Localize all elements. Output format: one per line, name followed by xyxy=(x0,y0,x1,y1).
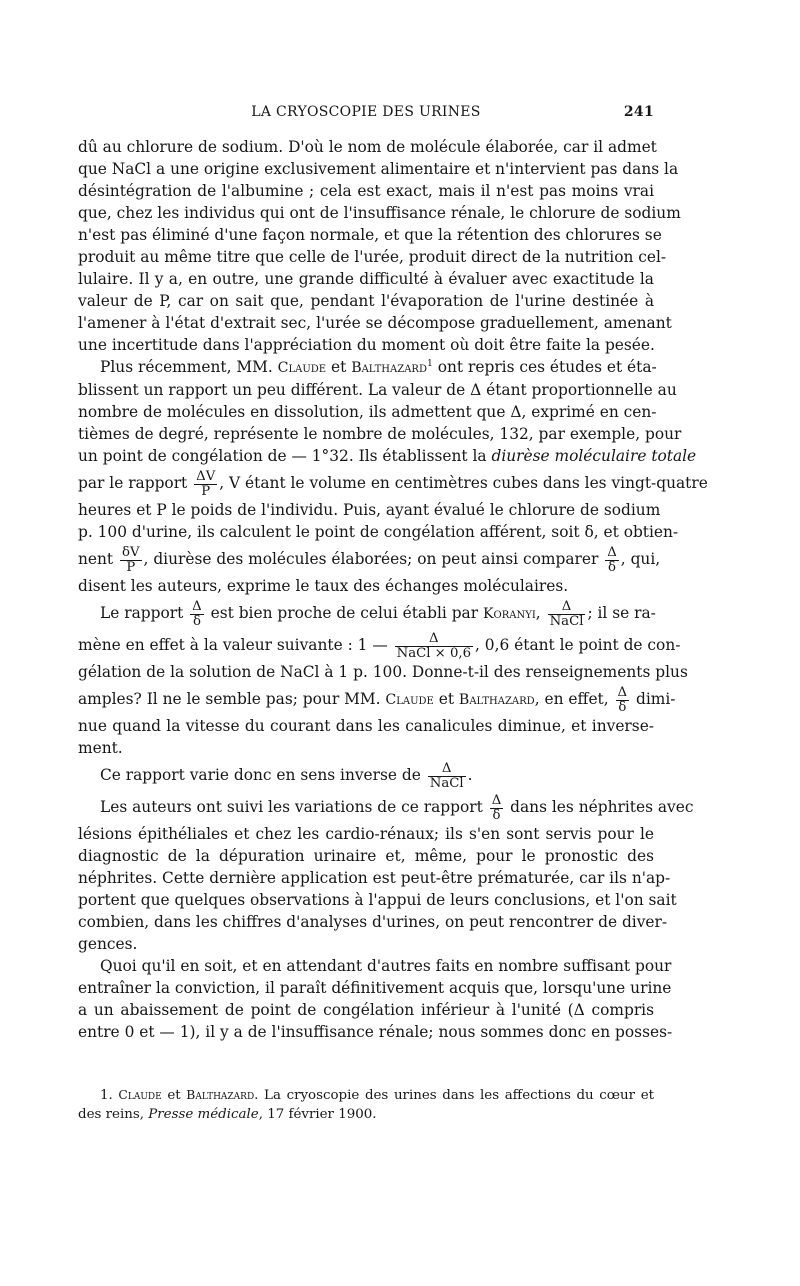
fraction xyxy=(428,762,466,791)
text-line: disent les auteurs, exprime le taux des échanges moléculaires. xyxy=(78,577,569,595)
numerator: Δ xyxy=(428,762,466,777)
text-line: dû au chlorure de sodium. D'où le nom de molécule élaborée, car il admet xyxy=(78,138,657,156)
text-run: nent xyxy=(78,550,119,568)
text-line: lulaire. Il y a, en outre, une grande difficulté à évaluer avec exactitude la xyxy=(78,270,654,288)
text-run: Ce rapport varie donc en sens inverse de xyxy=(100,766,426,784)
formula-line xyxy=(78,467,708,499)
text-line: entraîner la conviction, il paraît définitivement acquis que, lorsqu'une urine xyxy=(78,979,672,997)
footnote-ref[interactable]: 1 xyxy=(426,357,433,369)
formula-line xyxy=(78,597,654,629)
text-run: ; il se ra- xyxy=(587,604,656,622)
numerator: Δ xyxy=(192,598,202,614)
fraction xyxy=(605,546,619,575)
text-run: dans les néphrites avec xyxy=(505,798,694,816)
formula-line xyxy=(78,759,654,791)
denominator: δ xyxy=(618,699,627,715)
text-line: produit au même titre que celle de l'urée, produit direct de la nutrition cel- xyxy=(78,248,667,266)
text-run: , xyxy=(535,604,546,622)
text-run: . xyxy=(467,766,473,784)
page-number: 241 xyxy=(623,104,654,120)
text-line: Quoi qu'il en soit, et en attendant d'autres faits en nombre suffisant pour xyxy=(100,957,672,975)
running-head xyxy=(78,104,654,128)
text-line: l'amener à l'état d'extrait sec, l'urée se décompose graduellement, amenant xyxy=(78,314,672,332)
fraction xyxy=(190,600,204,629)
denominator: NaCl xyxy=(549,613,584,629)
text-line: n'est pas éliminé d'une façon normale, et que la rétention des chlorures se xyxy=(78,226,662,244)
text-line: diagnostic de la dépuration urinaire et, même, pour le pronostic des xyxy=(78,847,654,865)
author-claude: Claude xyxy=(277,360,327,376)
text-run: est bien proche de celui établi par xyxy=(205,604,483,622)
paragraph-6 xyxy=(78,955,673,1043)
text-run: par le rapport xyxy=(78,474,193,492)
footnote-number: 1. xyxy=(100,1088,113,1103)
footnote xyxy=(78,1086,654,1124)
fraction xyxy=(120,546,142,575)
text-line: désintégration de l'albumine ; cela est exact, mais il n'est pas moins vrai xyxy=(78,182,654,200)
fraction xyxy=(395,632,473,661)
text-run: Plus récemment, MM. xyxy=(100,358,278,376)
emphasis: diurèse moléculaire totale xyxy=(491,447,697,465)
denominator: δ xyxy=(492,807,501,823)
text-run: , 0,6 étant le point de con- xyxy=(475,636,681,654)
text-line: lésions épithéliales et chez les cardio-rénaux; ils s'en sont servis pour le xyxy=(78,825,654,843)
denominator: NaCl xyxy=(429,775,464,791)
numerator: Δ xyxy=(607,544,617,560)
text-line: ment. xyxy=(78,739,123,757)
formula-line xyxy=(78,791,694,823)
paragraph-4 xyxy=(78,759,654,791)
text-run: et xyxy=(326,358,352,376)
author-claude: Claude xyxy=(385,692,434,708)
text-run: . La cryoscopie des urines dans les affections du cœur et xyxy=(254,1088,654,1103)
formula-line xyxy=(78,683,676,715)
text-run: , 17 février 1900. xyxy=(258,1107,377,1122)
fraction xyxy=(194,470,217,499)
text-run: des reins, xyxy=(78,1107,149,1122)
text-run: mène en effet à la valeur suivante : 1 — xyxy=(78,636,393,654)
denominator: P xyxy=(201,483,211,499)
text-line: gences. xyxy=(78,935,138,953)
text-line: nombre de molécules en dissolution, ils admettent que Δ, exprimé en cen- xyxy=(78,403,657,421)
footnote-line xyxy=(78,1086,654,1105)
fraction xyxy=(616,686,630,715)
text-line: une incertitude dans l'appréciation du moment où doit être faite la pesée. xyxy=(78,336,655,354)
numerator: Δ xyxy=(617,684,628,700)
numerator: ΔV xyxy=(196,468,216,484)
body-text xyxy=(78,136,708,1043)
text-line: blissent un rapport un peu différent. La valeur de Δ étant proportionnelle au xyxy=(78,381,677,399)
text-run: , qui, xyxy=(620,550,661,568)
text-run: Le rapport xyxy=(100,604,189,622)
text-run: amples? Il ne le semble pas; pour MM. xyxy=(78,690,386,708)
numerator: Δ xyxy=(491,792,502,808)
denominator: P xyxy=(126,559,136,575)
text-line: p. 100 d'urine, ils calculent le point de congélation afférent, soit δ, et obtien- xyxy=(78,523,679,541)
text-run: ont repris ces études et éta- xyxy=(432,358,657,376)
formula-line xyxy=(78,629,681,661)
author-balthazard: Balthazard xyxy=(458,692,535,708)
text-line: combien, dans les chiffres d'analyses d'urines, on peut rencontrer de diver- xyxy=(78,913,668,931)
text-line: néphrites. Cette dernière application est peut-être prématurée, car ils n'ap- xyxy=(78,869,671,887)
text-run: Les auteurs ont suivi les variations de ce rapport xyxy=(100,798,488,816)
journal-title: Presse médicale xyxy=(148,1107,259,1122)
text-line: entre 0 et — 1), il y a de l'insuffisance rénale; nous sommes donc en posses- xyxy=(78,1023,673,1041)
numerator: Δ xyxy=(395,632,473,647)
author-claude: Claude xyxy=(118,1088,162,1102)
footnote-line xyxy=(78,1105,654,1124)
fraction xyxy=(548,600,586,629)
paragraph-1 xyxy=(78,136,681,356)
numerator: Δ xyxy=(548,600,586,615)
running-title: LA CRYOSCOPIE DES URINES xyxy=(251,104,481,120)
text-run: un point de congélation de — 1°32. Ils établissent la xyxy=(78,447,492,465)
text-line: que NaCl a une origine exclusivement alimentaire et n'intervient pas dans la xyxy=(78,160,679,178)
denominator: NaCl × 0,6 xyxy=(396,645,472,661)
text-line: tièmes de degré, représente le nombre de molécules, 132, par exemple, pour xyxy=(78,425,682,443)
text-line: gélation de la solution de NaCl à 1 p. 100. Donne-t-il des renseignements plus xyxy=(78,663,688,681)
text-run: , V étant le volume en centimètres cubes dans les vingt-quatre xyxy=(219,474,708,492)
text-run: , diurèse des molécules élaborées; on peut ainsi comparer xyxy=(143,550,604,568)
text-run: et xyxy=(161,1088,187,1103)
numerator: δV xyxy=(122,544,140,560)
paragraph-3 xyxy=(78,597,688,759)
author-balthazard: Balthazard xyxy=(351,360,427,376)
text-line: a un abaissement de point de congélation inférieur à l'unité (Δ compris xyxy=(78,1001,654,1019)
author-koranyi: Koranyi xyxy=(482,606,536,622)
text-line: nue quand la vitesse du courant dans les canalicules diminue, et inverse- xyxy=(78,717,654,735)
fraction xyxy=(490,794,504,823)
text-line: que, chez les individus qui ont de l'insuffisance rénale, le chlorure de sodium xyxy=(78,204,681,222)
text-run: , en effet, xyxy=(534,690,614,708)
author-balthazard: Balthazard xyxy=(186,1088,255,1102)
text-line xyxy=(78,356,657,379)
denominator: δ xyxy=(192,613,201,629)
denominator: δ xyxy=(608,559,616,575)
text-run: dimi- xyxy=(631,690,676,708)
text-line xyxy=(78,445,697,467)
text-line: valeur de P, car on sait que, pendant l'évaporation de l'urine destinée à xyxy=(78,292,654,310)
text-line: heures et P le poids de l'individu. Puis, ayant évalué le chlorure de sodium xyxy=(78,501,661,519)
text-run: et xyxy=(433,690,459,708)
formula-line xyxy=(78,543,661,575)
paragraph-5 xyxy=(78,791,694,955)
text-line: portent que quelques observations à l'appui de leurs conclusions, et l'on sait xyxy=(78,891,677,909)
paragraph-2 xyxy=(78,356,708,597)
